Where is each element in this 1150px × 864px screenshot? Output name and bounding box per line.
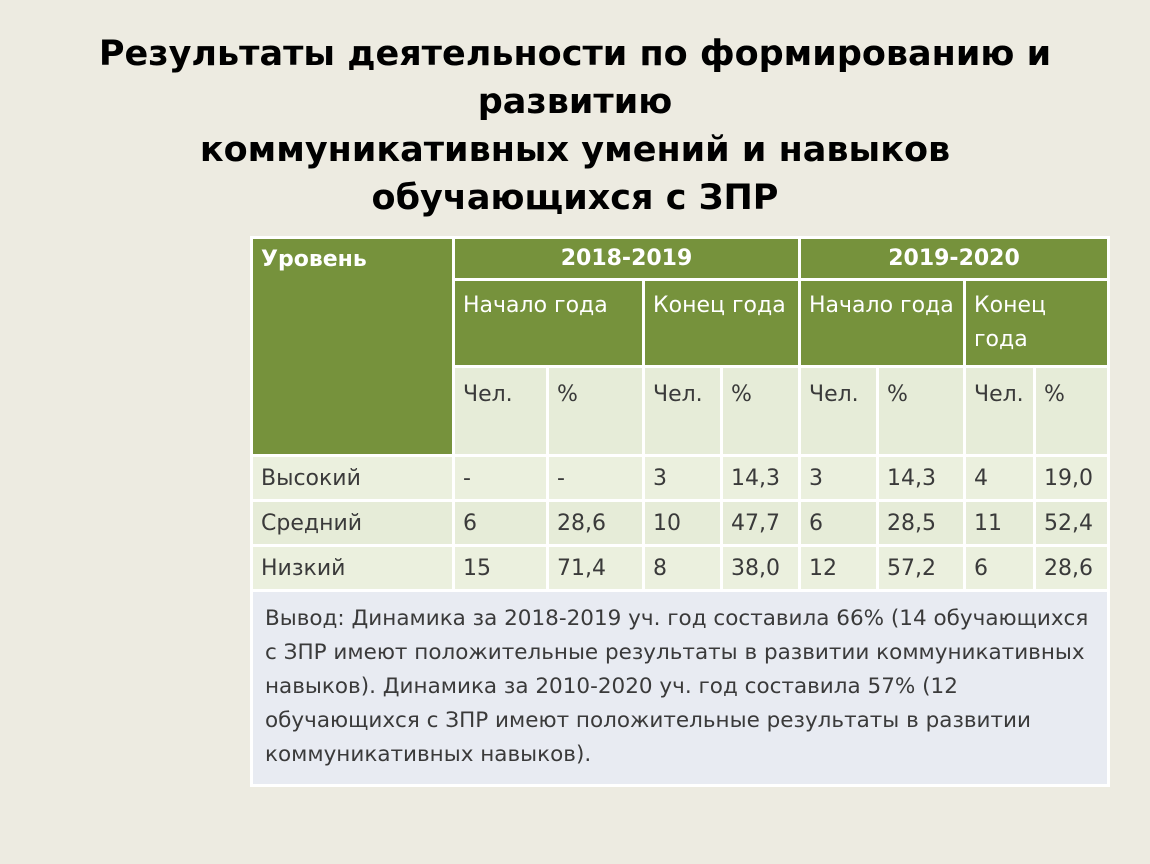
table-cell: 4 [965, 456, 1035, 501]
period-header: Конец года [965, 280, 1109, 367]
table-row [252, 456, 1109, 501]
table-cell: 38,0 [722, 546, 800, 591]
subcol-header: % [1035, 367, 1109, 456]
table-cell: 28,6 [1035, 546, 1109, 591]
table-cell: 8 [644, 546, 722, 591]
page-title [20, 30, 1130, 222]
conclusion-text: Вывод: Динамика за 2018-2019 уч. год составила 66% (14 обучающихся с ЗПР имеют положительные результаты в развитии коммуникативных навыков). Динамика за 2010-2020 уч. год составила 57% (12 обучающихся с ЗПР имеют положительные результаты в развитии коммуникативных навыков). [252, 591, 1109, 786]
level-header: Уровень [252, 238, 454, 456]
title-line: развитию [477, 82, 673, 122]
table-cell: 47,7 [722, 501, 800, 546]
table-cell: 11 [965, 501, 1035, 546]
subcol-header: Чел. [644, 367, 722, 456]
period-header: Начало года [800, 280, 965, 367]
period-header: Конец года [644, 280, 800, 367]
table-cell: 6 [965, 546, 1035, 591]
table-cell: 6 [800, 501, 878, 546]
subcol-header: Чел. [800, 367, 878, 456]
subcol-header: % [722, 367, 800, 456]
table-cell: 71,4 [548, 546, 644, 591]
table-cell: 3 [800, 456, 878, 501]
table-cell: 57,2 [878, 546, 965, 591]
title-line: обучающихся с ЗПР [371, 178, 779, 218]
table-cell: 12 [800, 546, 878, 591]
table-cell: 19,0 [1035, 456, 1109, 501]
table-row [252, 501, 1109, 546]
table-row [252, 546, 1109, 591]
row-level: Низкий [252, 546, 454, 591]
period-header: Начало года [454, 280, 644, 367]
table-cell: 14,3 [878, 456, 965, 501]
table-cell: 10 [644, 501, 722, 546]
subcol-header: Чел. [965, 367, 1035, 456]
results-table [250, 236, 1110, 787]
table-cell: 6 [454, 501, 548, 546]
table-cell: - [454, 456, 548, 501]
year-header: 2018-2019 [454, 238, 800, 280]
table-cell: 14,3 [722, 456, 800, 501]
row-level: Средний [252, 501, 454, 546]
table-cell: 15 [454, 546, 548, 591]
table-cell: 52,4 [1035, 501, 1109, 546]
table-cell: - [548, 456, 644, 501]
year-header: 2019-2020 [800, 238, 1109, 280]
subcol-header: Чел. [454, 367, 548, 456]
subcol-header: % [548, 367, 644, 456]
table-cell: 28,6 [548, 501, 644, 546]
subcol-header: % [878, 367, 965, 456]
row-level: Высокий [252, 456, 454, 501]
table-cell: 3 [644, 456, 722, 501]
table-cell: 28,5 [878, 501, 965, 546]
title-line: Результаты деятельности по формированию и [98, 34, 1052, 74]
title-line: коммуникативных умений и навыков [199, 130, 951, 170]
